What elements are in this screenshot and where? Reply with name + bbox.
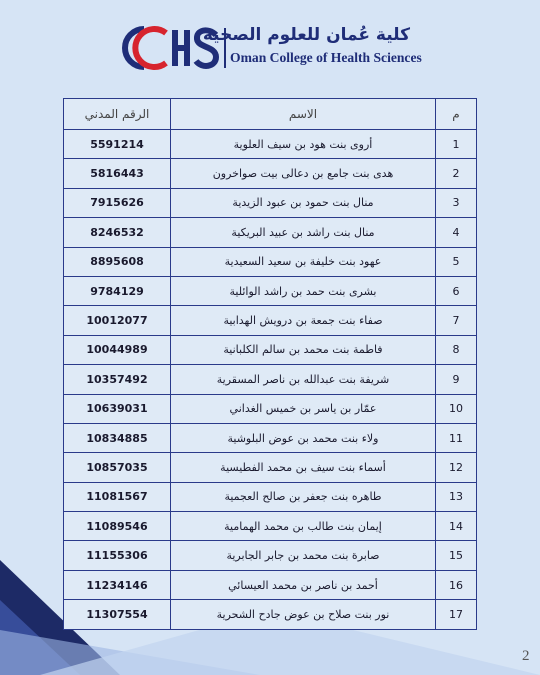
name-cell: إيمان بنت طالب بن محمد الهمامية [171,512,436,541]
civil-number-cell: 8895608 [64,247,171,276]
name-cell: هدى بنت جامع بن دعالى بيت صواخرون [171,159,436,188]
civil-number-cell: 7915626 [64,188,171,217]
civil-number-cell: 10857035 [64,453,171,482]
index-cell: 9 [436,365,477,394]
college-name-english: Oman College of Health Sciences [230,50,422,65]
index-cell: 15 [436,541,477,570]
index-cell: 12 [436,453,477,482]
table-row [64,482,477,511]
index-header: م [436,99,477,130]
table-row [64,188,477,217]
table-row [64,541,477,570]
college-name-arabic: كلية عُمان للعلوم الصحية [202,25,410,45]
table-row [64,159,477,188]
table-row [64,335,477,364]
table-row [64,276,477,305]
table-row [64,512,477,541]
table-row [64,365,477,394]
table-row [64,130,477,159]
name-cell: فاطمة بنت محمد بن سالم الكلبانية [171,335,436,364]
civil-number-cell: 10044989 [64,335,171,364]
table-row [64,306,477,335]
index-cell: 1 [436,130,477,159]
index-cell: 6 [436,276,477,305]
name-cell: أحمد بن ناصر بن محمد العيسائي [171,570,436,599]
name-cell: ولاء بنت محمد بن عوض البلوشية [171,423,436,452]
index-cell: 17 [436,600,477,629]
index-cell: 5 [436,247,477,276]
civil-number-cell: 11081567 [64,482,171,511]
name-cell: صفاء بنت جمعة بن درويش الهدابية [171,306,436,335]
table-row [64,247,477,276]
index-cell: 16 [436,570,477,599]
name-cell: طاهره بنت جعفر بن صالح العجمية [171,482,436,511]
name-cell: عمّار بن ياسر بن خميس الغداني [171,394,436,423]
table-row [64,423,477,452]
name-cell: صابرة بنت محمد بن جابر الجابرية [171,541,436,570]
index-cell: 14 [436,512,477,541]
name-cell: أسماء بنت سيف بن محمد الفطيسية [171,453,436,482]
table-body [64,130,477,630]
index-cell: 8 [436,335,477,364]
table-row [64,570,477,599]
header [0,0,540,90]
civil-number-cell: 11155306 [64,541,171,570]
civil-number-header: الرقم المدني [64,99,171,130]
civil-number-cell: 10834885 [64,423,171,452]
name-cell: عهود بنت خليفة بن سعيد السعيدية [171,247,436,276]
name-header: الاسم [171,99,436,130]
civil-number-cell: 10012077 [64,306,171,335]
civil-number-cell: 10357492 [64,365,171,394]
name-cell: شريفة بنت عبدالله بن ناصر المسقرية [171,365,436,394]
civil-number-cell: 11089546 [64,512,171,541]
index-cell: 11 [436,423,477,452]
name-cell: منال بنت حمود بن عبود الزيدية [171,188,436,217]
table-row [64,394,477,423]
table-row [64,600,477,629]
table-row [64,218,477,247]
civil-number-cell: 9784129 [64,276,171,305]
civil-number-cell: 11307554 [64,600,171,629]
index-cell: 10 [436,394,477,423]
index-cell: 4 [436,218,477,247]
name-cell: بشرى بنت حمد بن راشد الوائلية [171,276,436,305]
civil-number-cell: 5816443 [64,159,171,188]
name-cell: أروى بنت هود بن سيف العلوية [171,130,436,159]
civil-number-cell: 11234146 [64,570,171,599]
table-header-row [64,99,477,130]
students-table [63,98,477,630]
index-cell: 2 [436,159,477,188]
table-row [64,453,477,482]
index-cell: 7 [436,306,477,335]
index-cell: 13 [436,482,477,511]
page-number: 2 [522,648,530,664]
index-cell: 3 [436,188,477,217]
name-cell: نور بنت صلاح بن عوض جادح الشحرية [171,600,436,629]
civil-number-cell: 10639031 [64,394,171,423]
name-cell: منال بنت راشد بن عبيد البريكية [171,218,436,247]
civil-number-cell: 5591214 [64,130,171,159]
civil-number-cell: 8246532 [64,218,171,247]
